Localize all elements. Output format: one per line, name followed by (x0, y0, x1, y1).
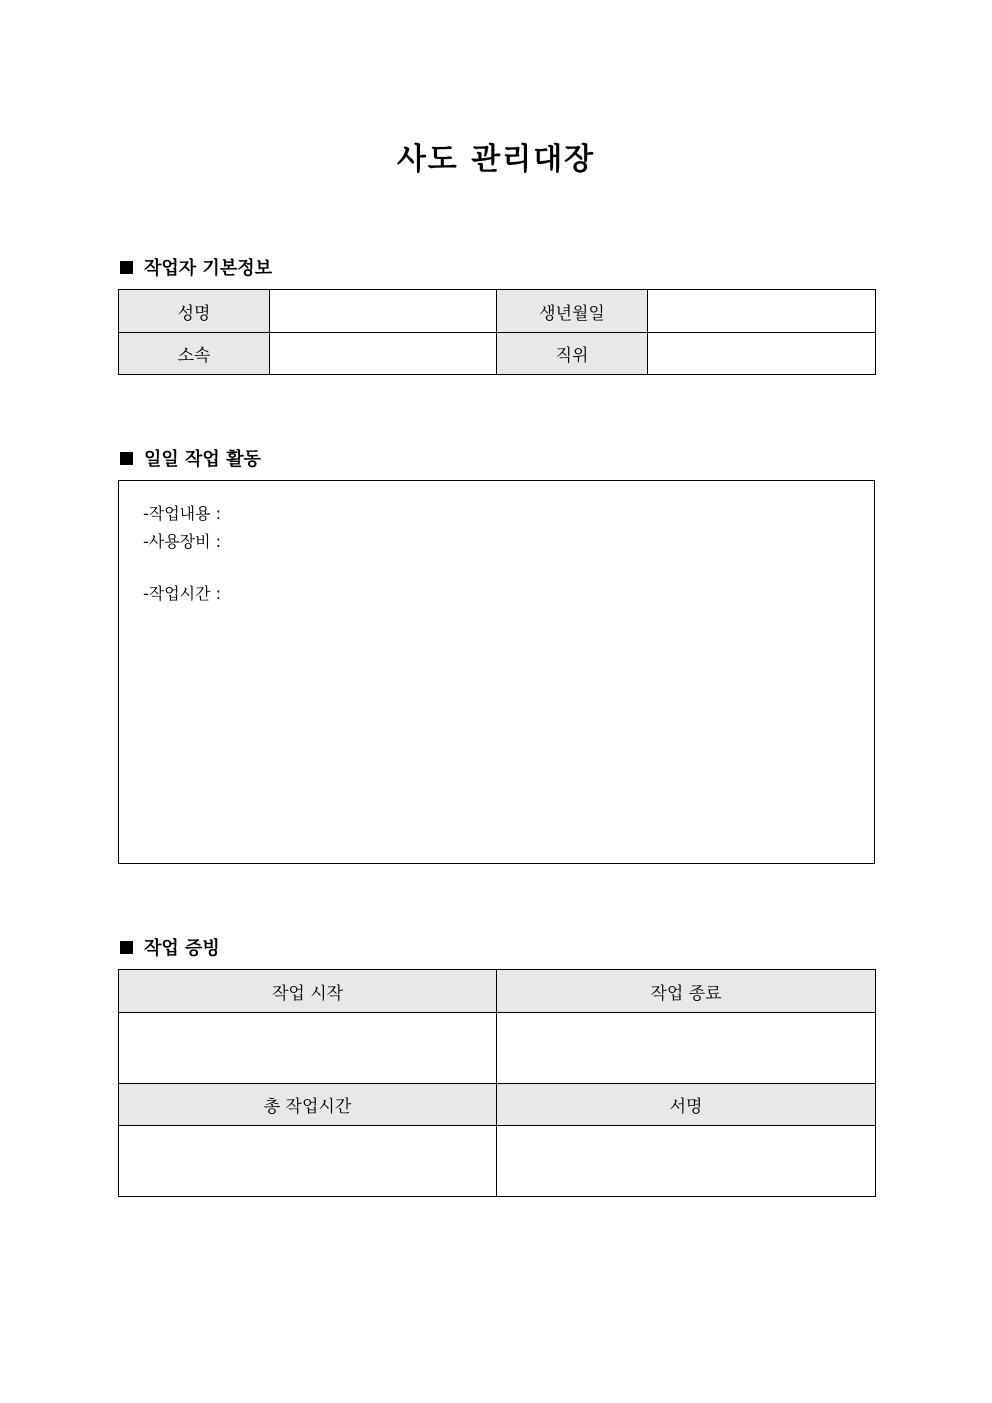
position-field[interactable] (648, 333, 876, 375)
end-label: 작업 종료 (497, 970, 876, 1013)
worker-info-table (118, 289, 876, 375)
section-heading-text: 작업 증빙 (144, 938, 220, 959)
signature-label: 서명 (497, 1084, 876, 1126)
table-row (119, 1084, 876, 1126)
work-content-label: -작업내용 : (143, 504, 222, 523)
section-heading-text: 작업자 기본정보 (144, 258, 272, 279)
table-row (119, 333, 876, 375)
section-heading-daily-activity (120, 445, 261, 471)
total-time-label: 총 작업시간 (119, 1084, 497, 1126)
section-heading-text: 일일 작업 활동 (144, 449, 261, 470)
name-label: 성명 (119, 290, 270, 333)
black-square-bullet-icon (120, 941, 133, 954)
end-field[interactable] (497, 1013, 876, 1084)
table-row (119, 1013, 876, 1084)
black-square-bullet-icon (120, 261, 133, 274)
table-row (119, 1126, 876, 1197)
section-heading-worker-info (120, 254, 272, 280)
dob-field[interactable] (648, 290, 876, 333)
black-square-bullet-icon (120, 452, 133, 465)
work-proof-table (118, 969, 876, 1197)
section-heading-work-proof (120, 934, 220, 960)
work-time-label: -작업시간 : (143, 584, 222, 603)
position-label: 직위 (497, 333, 648, 375)
table-row (119, 970, 876, 1013)
table-row (119, 290, 876, 333)
dept-field[interactable] (270, 333, 497, 375)
equipment-label: -사용장비 : (143, 532, 222, 551)
page-title: 사도 관리대장 (396, 142, 596, 177)
daily-activity-box[interactable] (118, 480, 875, 864)
dept-label: 소속 (119, 333, 270, 375)
start-field[interactable] (119, 1013, 497, 1084)
signature-field[interactable] (497, 1126, 876, 1197)
dob-label: 생년월일 (497, 290, 648, 333)
total-time-field[interactable] (119, 1126, 497, 1197)
start-label: 작업 시작 (119, 970, 497, 1013)
name-field[interactable] (270, 290, 497, 333)
